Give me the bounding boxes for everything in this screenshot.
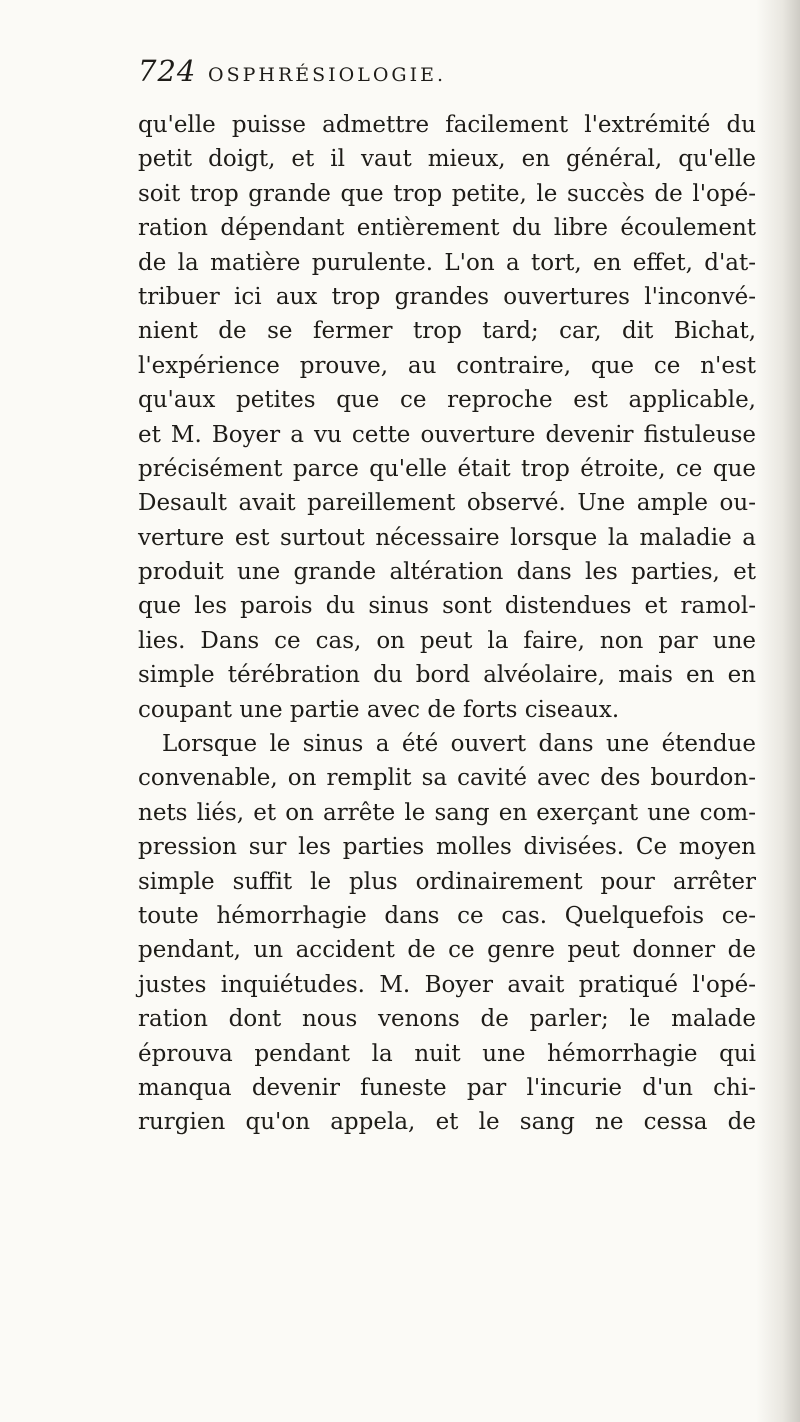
text-line: ration dont nous venons de parler; le malade — [138, 1006, 756, 1033]
text-line: tribuer ici aux trop grandes ouvertures l'inconvé- — [138, 283, 756, 310]
text-line: éprouva pendant la nuit une hémorrhagie qui — [138, 1040, 756, 1067]
running-head — [138, 54, 738, 94]
text-line: simple térébration du bord alvéolaire, mais en en — [138, 662, 756, 689]
text-line: manqua devenir funeste par l'incurie d'un chi- — [138, 1074, 756, 1101]
text-line: pendant, un accident de ce genre peut donner de — [138, 937, 756, 964]
text-line: précisément parce qu'elle était trop étroite, ce que — [138, 455, 756, 482]
text-line: que les parois du sinus sont distendues et ramol- — [138, 593, 756, 620]
text-line: nets liés, et on arrête le sang en exerçant une com- — [138, 799, 756, 826]
text-line: lies. Dans ce cas, on peut la faire, non par une — [138, 627, 756, 654]
text-line: Desault avait pareillement observé. Une ample ou- — [138, 490, 756, 517]
text-line: ration dépendant entièrement du libre écoulement — [138, 215, 756, 242]
paragraph-start-line: Lorsque le sinus a été ouvert dans une étendue — [162, 731, 756, 758]
text-line: convenable, on remplit sa cavité avec des bourdon- — [138, 765, 756, 792]
text-line: qu'aux petites que ce reproche est applicable, — [138, 387, 756, 414]
body-text — [138, 108, 756, 1140]
text-line: verture est surtout nécessaire lorsque la maladie a — [138, 524, 756, 551]
page-edge-shadow — [756, 0, 800, 1422]
text-line: nient de se fermer trop tard; car, dit Bichat, — [138, 318, 756, 345]
page-number: 724 — [138, 54, 197, 88]
text-line: rurgien qu'on appela, et le sang ne cessa de — [138, 1109, 756, 1136]
text-line: toute hémorrhagie dans ce cas. Quelquefois ce- — [138, 902, 756, 929]
paragraph-end-line: coupant une partie avec de forts ciseaux. — [138, 696, 620, 723]
running-title: OSPHRÉSIOLOGIE. — [208, 64, 447, 86]
text-line: simple suffit le plus ordinairement pour arrêter — [138, 868, 756, 895]
text-line: de la matière purulente. L'on a tort, en effet, d'at- — [138, 249, 756, 276]
text-line: et M. Boyer a vu cette ouverture devenir fistuleuse — [138, 421, 756, 448]
text-line: soit trop grande que trop petite, le succès de l'opé- — [138, 180, 756, 207]
text-line: justes inquiétudes. M. Boyer avait pratiqué l'opé- — [138, 971, 756, 998]
text-line: pression sur les parties molles divisées. Ce moyen — [138, 834, 756, 861]
text-line: l'expérience prouve, au contraire, que ce n'est — [138, 352, 756, 379]
text-line: qu'elle puisse admettre facilement l'extrémité du — [138, 112, 756, 138]
text-line: produit une grande altération dans les parties, et — [138, 559, 756, 586]
text-line: petit doigt, et il vaut mieux, en général, qu'elle — [138, 146, 756, 173]
